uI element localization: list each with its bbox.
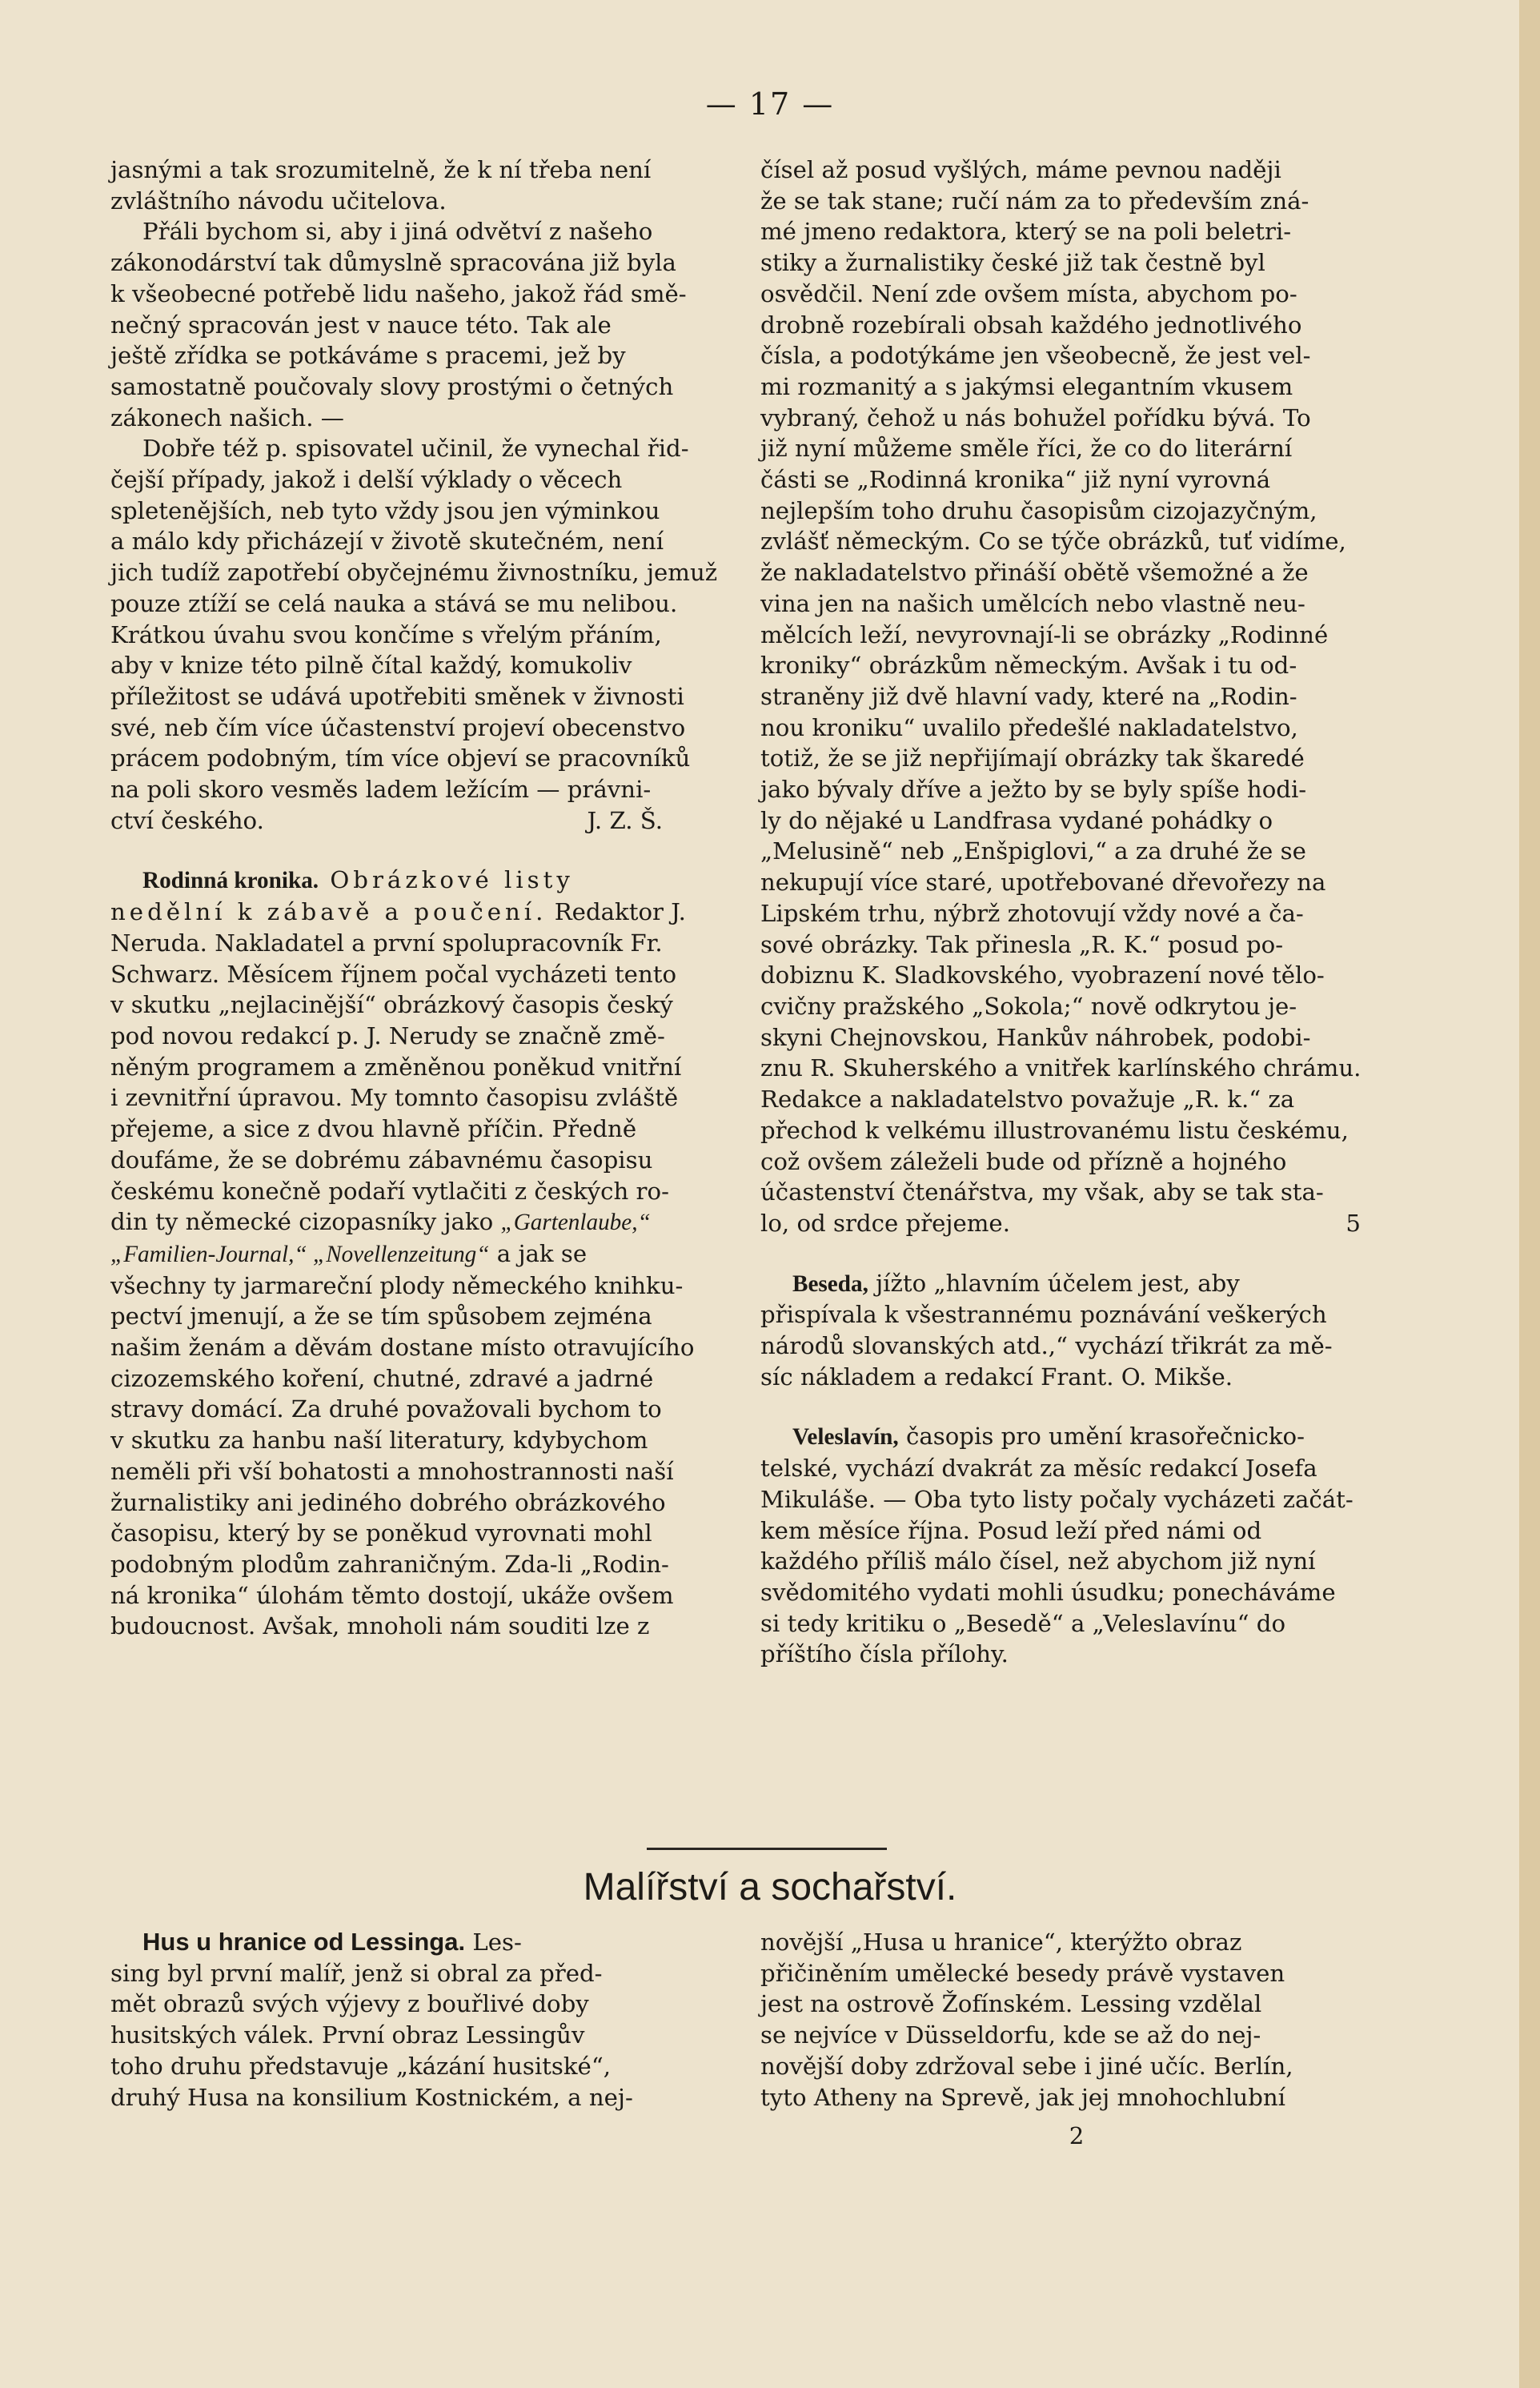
text-line: ctví českého.: [110, 806, 264, 834]
text-line: přičiněním umělecké besedy právě vystaven: [760, 1959, 1285, 1987]
text-line: Les-: [465, 1928, 522, 1956]
fraktur-title: „Familien-Journal,“: [110, 1241, 307, 1267]
paragraph-author: [110, 433, 743, 805]
text-line: že nakladatelstvo přináší obětě všemožné a že: [760, 559, 1309, 587]
text-line: straněny již dvě hlavní vady, které na „Rodin-: [760, 682, 1297, 710]
review-beseda: [760, 1268, 1393, 1393]
text-line: nekupují více staré, upotřebované dřevořezy na: [760, 869, 1326, 897]
text-line: čísla, a podotýkáme jen všeobecně, že jest vel-: [760, 342, 1311, 370]
text-line: ly do nějaké u Landfrasa vydané pohádky o: [760, 806, 1273, 834]
text-line: Mikuláše. — Oba tyto listy počaly vycházeti začát-: [760, 1485, 1354, 1513]
text-line: toho druhu představuje „kázání husitské“,: [110, 2052, 612, 2080]
text-line: Redaktor J.: [547, 898, 686, 926]
text-line: vina jen na našich umělcích nebo vlastně neu-: [760, 589, 1305, 617]
text-line: stravy domácí. Za druhé považovali bychom to: [110, 1395, 662, 1423]
text-line: Redakce a nakladatelstvo považuje „R. k.“ za: [760, 1086, 1295, 1114]
text-line: sové obrázky. Tak přinesla „R. K.“ posud po-: [760, 930, 1284, 958]
author-initials: J. Z. Š.: [587, 806, 663, 834]
right-column-bottom: [760, 1927, 1393, 2152]
text-line: čísel až posud vyšlých, máme pevnou naději: [760, 156, 1281, 183]
text-line: telské, vychází dvakrát za měsíc redakcí Josefa: [760, 1455, 1317, 1483]
text-line: Lipském trhu, nýbrž zhotovují vždy nové a ča-: [760, 899, 1304, 927]
text-line: Přáli bychom si, aby i jiná odvětví z našeho: [142, 218, 653, 246]
text-line: drobně rozebírali obsah každého jednotlivého: [760, 311, 1302, 339]
text-line: na poli skoro vesměs ladem ležícím — právni-: [110, 776, 652, 804]
right-column-top: [760, 155, 1393, 1670]
text-line: účastenství čtenářstva, my však, aby se tak sta-: [760, 1178, 1324, 1206]
text-line: Krátkou úvahu svou končíme s vřelým přáním,: [110, 620, 662, 648]
text-line: v skutku za hanbu naší literatury, kdybychom: [110, 1427, 648, 1455]
review-rodinna-kronika: [110, 865, 743, 1642]
signature-mark-line: [760, 2121, 1393, 2152]
section-divider: [647, 1848, 887, 1850]
text-line: ná kronika“ úlohám těmto dostojí, ukáže ovšem: [110, 1581, 674, 1609]
text-line: tyto Atheny na Sprevě, jak jej mnohochlubní: [760, 2083, 1286, 2111]
article-hus: [110, 1927, 743, 2113]
text-line: přejeme, a sice z dvou hlavně příčin. Předně: [110, 1115, 637, 1143]
review-heading: Rodinná kronika.: [142, 868, 319, 894]
text-line: kem měsíce října. Posud leží před námi od: [760, 1516, 1262, 1544]
text-line: prácem podobným, tím více objeví se pracovníků: [110, 744, 691, 773]
text-line: „Melusině“ neb „Enšpiglovi,“ a za druhé že se: [760, 837, 1306, 865]
text-line: nečný spracován jest v nauce této. Tak ale: [110, 311, 612, 339]
text-line: něným programem a změněnou poněkud vnitřní: [110, 1053, 682, 1081]
text-line: kroniky“ obrázkům německým. Avšak i tu od-: [760, 652, 1297, 680]
text-line: že se tak stane; ručí nám za to především zná-: [760, 187, 1309, 215]
review-end-line: [760, 1208, 1393, 1239]
text-line: čejší případy, jakož i delší výklady o věcech: [110, 466, 623, 494]
page-number: — 17 —: [705, 86, 835, 122]
text-line: samostatně poučovaly slovy prostými o četných: [110, 372, 674, 400]
text-line: síc nákladem a redakcí Frant. O. Mikše.: [760, 1363, 1233, 1391]
text-line: své, neb čím více účastenství projeví obecenstvo: [110, 713, 686, 741]
text-line: cizozemského koření, chutné, zdravé a jadrné: [110, 1364, 654, 1392]
text-line: zvlášť německým. Co se týče obrázků, tuť vidíme,: [760, 528, 1346, 556]
text-line: Neruda. Nakladatel a první spolupracovník Fr.: [110, 929, 663, 957]
text-line: din ty německé cizopasníky jako: [110, 1208, 501, 1236]
text-line: zákonech našich. —: [110, 403, 344, 431]
text-line: cvičny pražského „Sokola;“ nově odkrytou je-: [760, 992, 1297, 1020]
text-line: zákonodárství tak důmyslně spracována již byla: [110, 249, 676, 277]
paragraph-wish: [110, 216, 743, 433]
left-column-top: [110, 155, 743, 1642]
text-line: stiky a žurnalistiky české již tak čestně byl: [760, 249, 1265, 277]
printer-signature-mark: 2: [1069, 2122, 1085, 2150]
text-line: mět obrazů svých výjevy z bouřlivé doby: [110, 1990, 589, 2018]
article-title: Hus u hranice od Lessinga.: [142, 1928, 466, 1956]
text-line: budoucnost. Avšak, mnoholi nám souditi lze z: [110, 1612, 650, 1640]
text-line: doufáme, že se dobrému zábavnému časopisu: [110, 1146, 653, 1174]
review-veleslavin: [760, 1421, 1393, 1670]
text-line: k všeobecné potřebě lidu našeho, jakož řád smě-: [110, 279, 687, 307]
text-line: zvláštního návodu učitelova.: [110, 187, 447, 215]
text-line: přispívala k všestrannému poznávání veškerých: [760, 1301, 1327, 1329]
author-mark: 5: [1345, 1209, 1361, 1237]
text-line: si tedy kritiku o „Besedě“ a „Veleslavínu“ do: [760, 1609, 1286, 1637]
text-line: aby v knize této pilně čítal každý, komukoliv: [110, 652, 632, 680]
text-line: časopis pro umění krasořečnicko-: [898, 1423, 1305, 1451]
text-line: mi rozmanitý a s jakýmsi elegantním vkusem: [760, 372, 1293, 400]
text-line: národů slovanských atd.,“ vychází třikrát za mě-: [760, 1332, 1333, 1360]
text-line: podobným plodům zahraničným. Zda-li „Rodin-: [110, 1550, 669, 1578]
text-line: totiž, že se již nepřijímají obrázky tak škaredé: [760, 744, 1305, 773]
text-line: a jak se: [489, 1239, 588, 1267]
text-line: jížto „hlavním účelem jest, aby: [868, 1269, 1240, 1297]
text-line: nou kroniku“ uvalilo předešlé nakladatelstvo,: [760, 713, 1298, 741]
text-line: jich tudíž zapotřebí obyčejnému živnostníku, jemuž: [110, 559, 718, 587]
text-line: a málo kdy přicházejí v životě skutečném, není: [110, 528, 664, 556]
article-hus-cont: [760, 1927, 1393, 2113]
review-subheading-2: nedělní k zábavě a poučení.: [110, 898, 547, 926]
text-line: novější doby zdržoval sebe i jiné učíc. Berlín,: [760, 2052, 1293, 2080]
text-line: mělcích leží, nevyrovnají-li se obrázky „Rodinné: [760, 620, 1329, 648]
text-line: žurnalistiky ani jediného dobrého obrázkového: [110, 1488, 666, 1516]
text-line: jest na ostrově Žofínském. Lessing vzdělal: [760, 1990, 1262, 2018]
paragraph-continued: [110, 155, 743, 216]
text-line: svědomitého vydati mohli úsudku; ponecháváme: [760, 1578, 1336, 1606]
text-line: českému konečně podaří vytlačiti z českých ro-: [110, 1177, 669, 1205]
text-line: všechny ty jarmareční plody německého knihku-: [110, 1271, 684, 1299]
text-line: vybraný, čehož u nás bohužel pořídku bývá. To: [760, 403, 1311, 431]
fraktur-title: „Gartenlaube,“: [500, 1210, 651, 1236]
review-signature-line: [110, 805, 743, 837]
page-edge: [1519, 0, 1540, 2388]
text-line: příležitost se udává upotřebiti směnek v živnosti: [110, 682, 684, 710]
text-line: nejlepším toho druhu časopisům cizojazyčným,: [760, 496, 1317, 524]
section-title: Malířství a sochařství.: [583, 1866, 957, 1908]
text-line: skyni Chejnovskou, Hankův náhrobek, podobi-: [760, 1023, 1311, 1051]
text-line: našim ženám a děvám dostane místo otravujícího: [110, 1334, 695, 1362]
text-line: pectví jmenují, a že se tím spůsobem zejména: [110, 1302, 652, 1330]
text-line: dobiznu K. Sladkovského, vyobrazení nové tělo-: [760, 961, 1325, 989]
text-line: znu R. Skuherského a vnitřek karlínského chrámu.: [760, 1054, 1362, 1082]
text-line: lo, od srdce přejeme.: [760, 1209, 1010, 1237]
text-line: sing byl první malíř, jenž si obral za před-: [110, 1959, 603, 1987]
text-line: husitských válek. První obraz Lessingův: [110, 2021, 585, 2049]
text-line: i zevnitřní úpravou. My tomnto časopisu zvláště: [110, 1084, 679, 1112]
text-line: již nyní můžeme směle říci, že co do literární: [760, 435, 1293, 463]
review-subheading: Obrázkové listy: [319, 866, 574, 894]
text-line: osvědčil. Není zde ovšem místa, abychom po-: [760, 279, 1297, 307]
review-rodinna-kronika-cont: [760, 155, 1393, 1208]
review-heading: Veleslavín,: [792, 1424, 899, 1451]
text-line: Dobře též p. spisovatel učinil, že vynechal řid-: [142, 435, 689, 463]
text-line: časopisu, který by se poněkud vyrovnati mohl: [110, 1519, 652, 1547]
text-line: části se „Rodinná kronika“ již nyní vyrovná: [760, 466, 1271, 494]
text-line: se nejvíce v Düsseldorfu, kde se až do nej-: [760, 2021, 1261, 2049]
text-line: neměli při vší bohatosti a mnohostrannosti naší: [110, 1457, 674, 1485]
text-line: mé jmeno redaktora, který se na poli beletri-: [760, 218, 1292, 246]
text-line: pod novou redakcí p. J. Nerudy se značně změ-: [110, 1021, 665, 1050]
text-line: přechod k velkému illustrovanému listu českému,: [760, 1116, 1349, 1144]
text-line: v skutku „nejlacinější“ obrázkový časopis český: [110, 991, 673, 1019]
text-line: každého příliš málo čísel, než abychom již nyní: [760, 1547, 1316, 1575]
text-line: příštího čísla přílohy.: [760, 1640, 1009, 1668]
text-line: spletenějších, neb tyto vždy jsou jen výminkou: [110, 496, 660, 524]
text-line: ještě zřídka se potkáváme s pracemi, jež by: [110, 342, 626, 370]
text-line: novější „Husa u hranice“, kterýžto obraz: [760, 1928, 1242, 1956]
text-line: Schwarz. Měsícem říjnem počal vycházeti tento: [110, 960, 677, 988]
review-heading: Beseda,: [792, 1270, 868, 1297]
text-line: jako bývaly dříve a ježto by se byly spíše hodi-: [760, 776, 1307, 804]
left-column-bottom: [110, 1927, 743, 2113]
text-line: jasnými a tak srozumitelně, že k ní třeba není: [110, 156, 652, 183]
fraktur-title: „Novellenzeitung“: [307, 1241, 490, 1267]
text-line: což ovšem záleželi bude od přízně a hojného: [760, 1147, 1287, 1175]
text-line: druhý Husa na konsilium Kostnickém, a nej-: [110, 2083, 633, 2111]
text-line: pouze ztíží se celá nauka a stává se mu nelibou.: [110, 589, 678, 617]
